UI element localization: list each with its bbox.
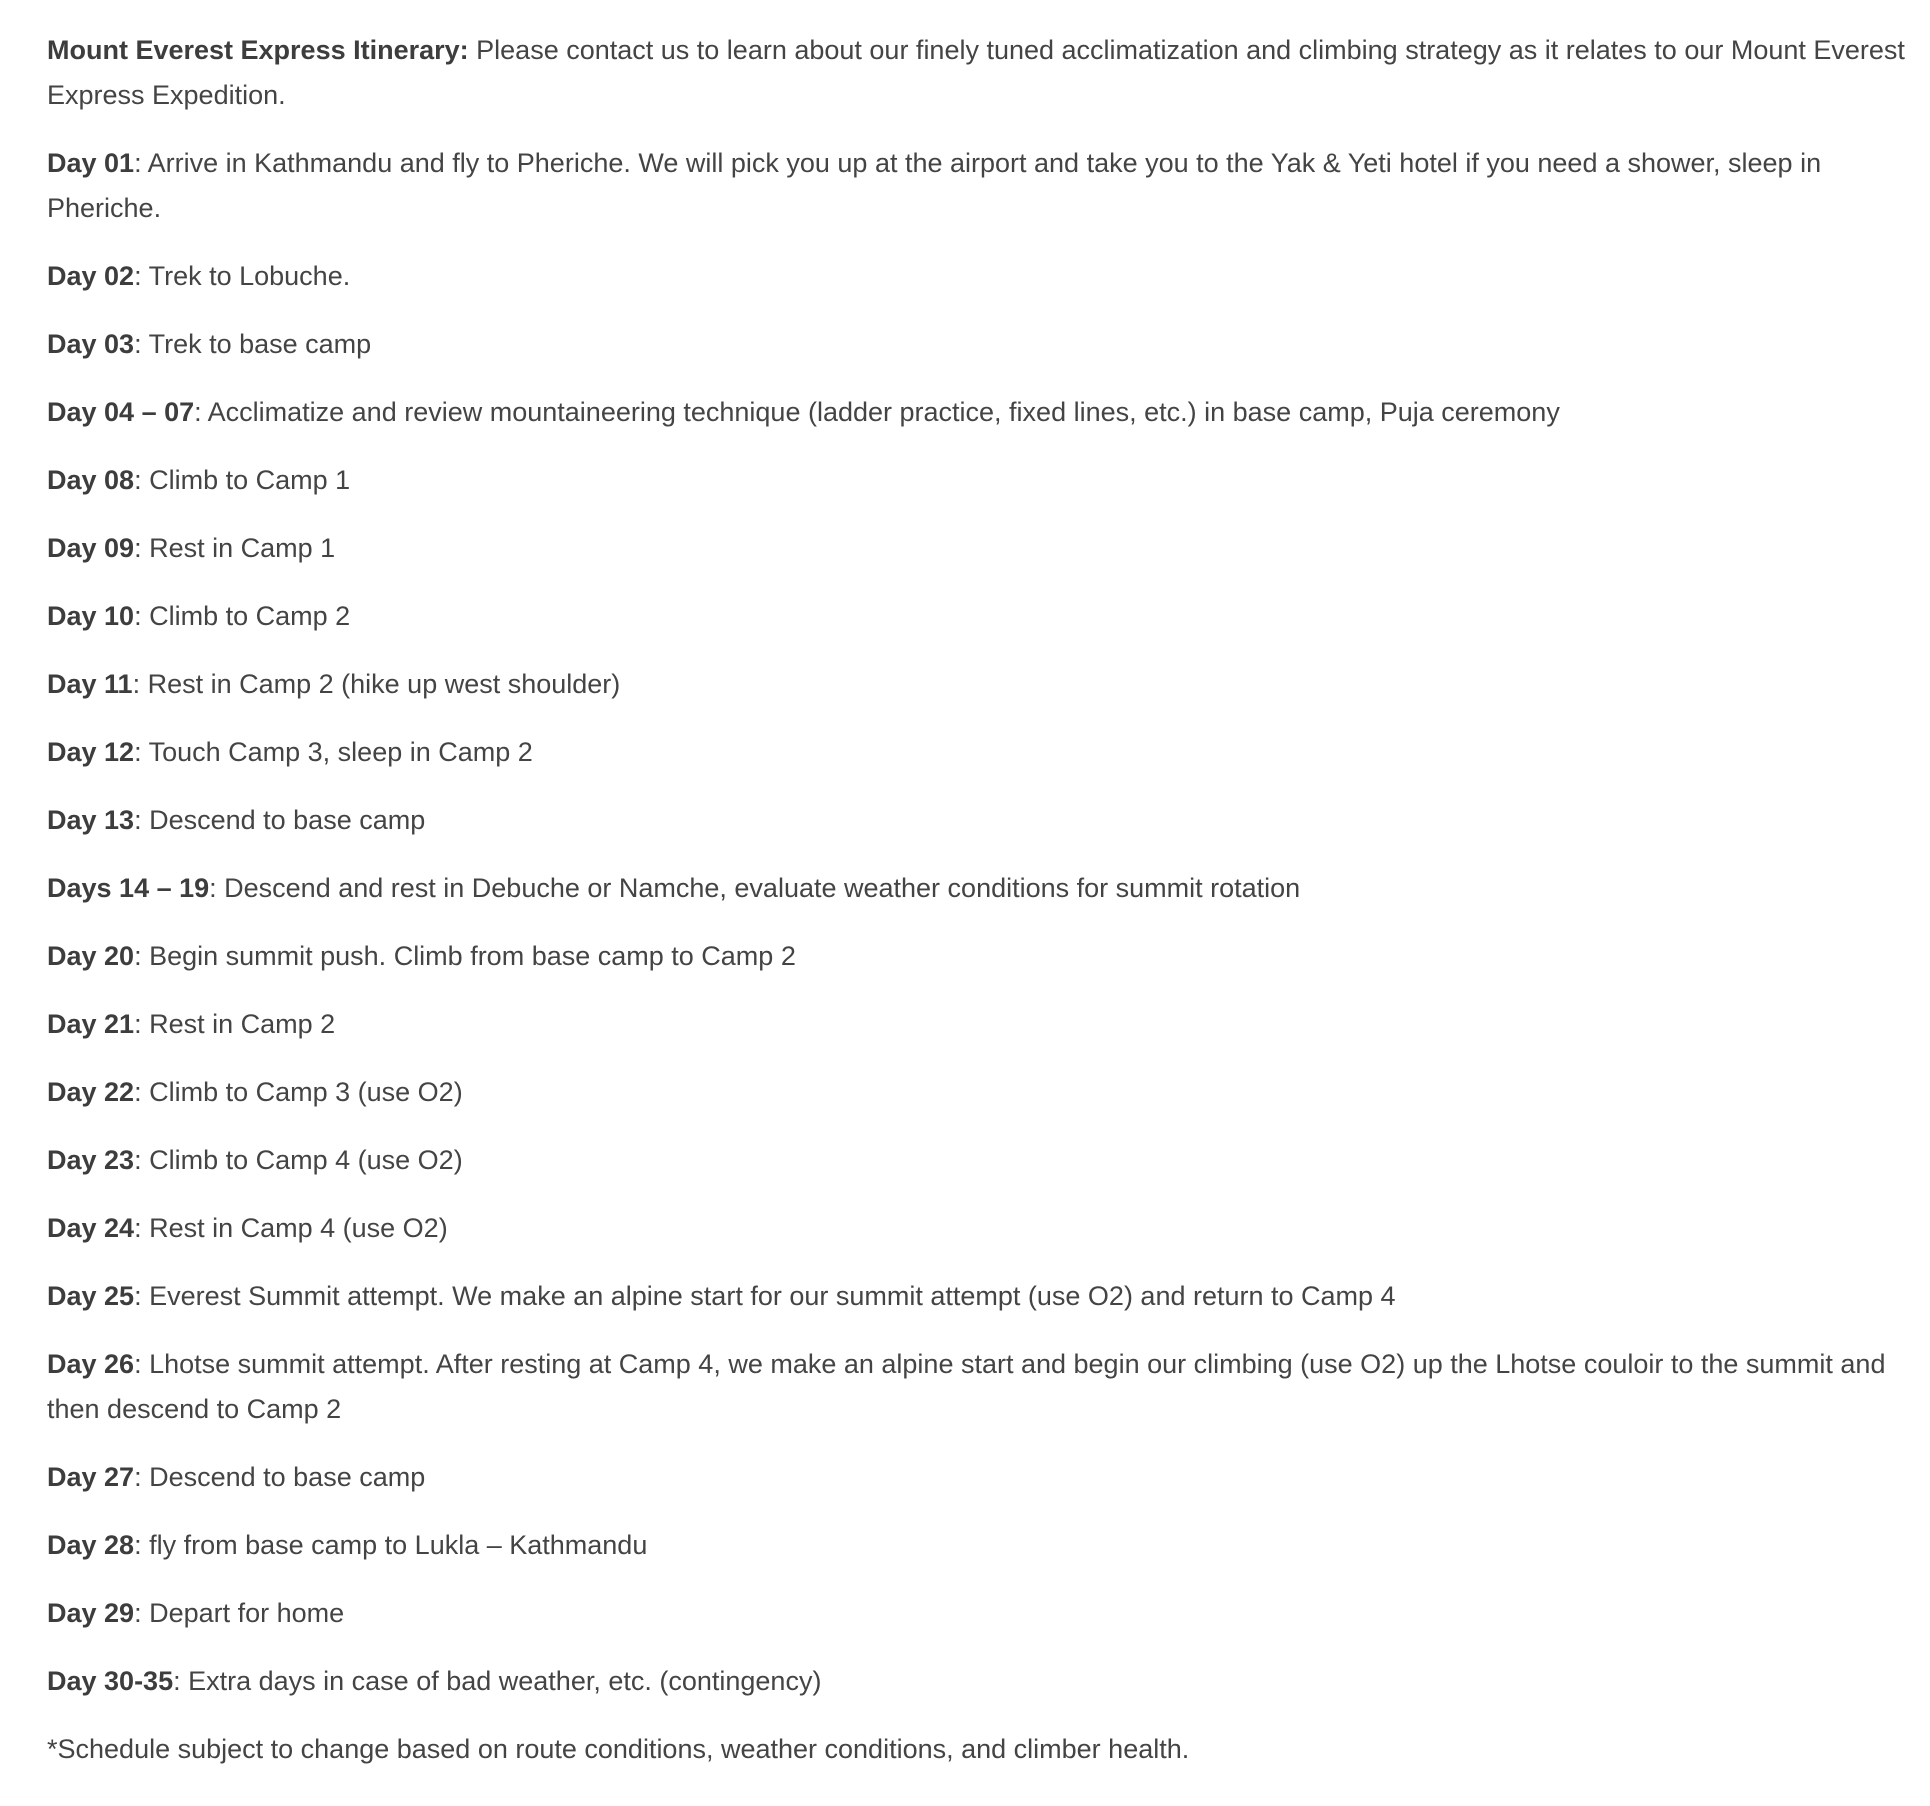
day-label: Day 28	[47, 1530, 135, 1560]
itinerary-day	[47, 1002, 1915, 1047]
itinerary-title: Mount Everest Express Itinerary:	[47, 35, 469, 65]
itinerary-day	[47, 934, 1915, 979]
day-label: Day 10	[47, 601, 135, 631]
itinerary-day	[47, 798, 1915, 843]
day-description: : Descend to base camp	[134, 1462, 426, 1492]
itinerary-day	[47, 254, 1915, 299]
day-label: Day 24	[47, 1213, 135, 1243]
day-label: Day 20	[47, 941, 135, 971]
day-description: : Climb to Camp 3 (use O2)	[134, 1077, 463, 1107]
day-label: Day 23	[47, 1145, 135, 1175]
day-label: Day 25	[47, 1281, 135, 1311]
day-description: : Climb to Camp 1	[134, 465, 351, 495]
day-description: : Everest Summit attempt. We make an alpine start for our summit attempt (use O2) and return to Camp 4	[134, 1281, 1396, 1311]
day-description: : fly from base camp to Lukla – Kathmandu	[134, 1530, 648, 1560]
itinerary-day	[47, 141, 1915, 231]
itinerary-day	[47, 1138, 1915, 1183]
day-label: Days 14 – 19	[47, 873, 210, 903]
day-description: : Trek to base camp	[134, 329, 372, 359]
itinerary-day	[47, 1070, 1915, 1115]
itinerary-day	[47, 730, 1915, 775]
day-description: : Rest in Camp 1	[134, 533, 336, 563]
day-description: : Climb to Camp 4 (use O2)	[134, 1145, 463, 1175]
itinerary-day	[47, 594, 1915, 639]
day-label: Day 08	[47, 465, 135, 495]
itinerary-day	[47, 1206, 1915, 1251]
itinerary-day	[47, 866, 1915, 911]
day-description: : Rest in Camp 2 (hike up west shoulder)	[132, 669, 621, 699]
day-description: : Acclimatize and review mountaineering technique (ladder practice, fixed lines, etc.) in base camp, Puja ceremony	[194, 397, 1560, 427]
day-description: : Climb to Camp 2	[134, 601, 351, 631]
day-label: Day 29	[47, 1598, 135, 1628]
day-label: Day 09	[47, 533, 135, 563]
day-description: : Begin summit push. Climb from base camp to Camp 2	[134, 941, 796, 971]
itinerary-content	[47, 28, 1915, 1795]
day-label: Day 30-35	[47, 1666, 174, 1696]
day-description: : Descend and rest in Debuche or Namche, evaluate weather conditions for summit rotation	[209, 873, 1301, 903]
day-description: : Arrive in Kathmandu and fly to Pheriche. We will pick you up at the airport and take you to the Yak & Yeti hotel if you need a shower, sleep in Pheriche.	[47, 148, 1822, 223]
day-label: Day 26	[47, 1349, 135, 1379]
day-description: : Touch Camp 3, sleep in Camp 2	[134, 737, 533, 767]
day-description: : Depart for home	[134, 1598, 345, 1628]
itinerary-day	[47, 390, 1915, 435]
day-label: Day 03	[47, 329, 135, 359]
itinerary-day	[47, 1523, 1915, 1568]
intro-text: Please contact us to learn about our finely tuned acclimatization and climbing strategy as it relates to our Mount Everest Express Expedition.	[47, 35, 1905, 110]
itinerary-day	[47, 1274, 1915, 1319]
day-description: : Rest in Camp 2	[134, 1009, 336, 1039]
itinerary-day	[47, 1591, 1915, 1636]
day-label: Day 22	[47, 1077, 135, 1107]
day-description: : Rest in Camp 4 (use O2)	[134, 1213, 448, 1243]
itinerary-intro	[47, 28, 1915, 118]
day-label: Day 01	[47, 148, 135, 178]
itinerary-day	[47, 1342, 1915, 1432]
itinerary-day	[47, 458, 1915, 503]
day-description: : Extra days in case of bad weather, etc. (contingency)	[173, 1666, 822, 1696]
day-label: Day 11	[47, 669, 133, 699]
day-label: Day 27	[47, 1462, 135, 1492]
day-label: Day 02	[47, 261, 135, 291]
day-label: Day 13	[47, 805, 135, 835]
itinerary-day	[47, 322, 1915, 367]
itinerary-day	[47, 662, 1915, 707]
itinerary-day	[47, 1455, 1915, 1500]
day-description: : Descend to base camp	[134, 805, 426, 835]
schedule-note: *Schedule subject to change based on route conditions, weather conditions, and climber health.	[47, 1734, 1190, 1764]
itinerary-day	[47, 526, 1915, 571]
day-description: : Trek to Lobuche.	[134, 261, 351, 291]
itinerary-day	[47, 1659, 1915, 1704]
day-description: : Lhotse summit attempt. After resting at Camp 4, we make an alpine start and begin our climbing (use O2) up the Lhotse couloir to the summit and then descend to Camp 2	[47, 1349, 1886, 1424]
day-label: Day 04 – 07	[47, 397, 195, 427]
day-label: Day 21	[47, 1009, 135, 1039]
day-label: Day 12	[47, 737, 135, 767]
